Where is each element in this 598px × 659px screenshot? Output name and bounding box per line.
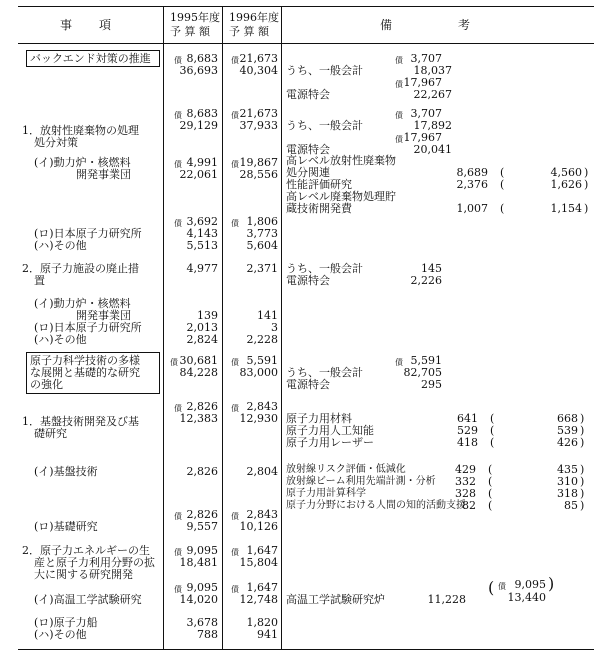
note-debt: 17,967 (403, 131, 442, 144)
section-title: バックエンド対策の推進 (30, 52, 151, 65)
note-paren-open: ( (490, 436, 495, 449)
note-paren-open: ( (500, 166, 505, 179)
note-label: 電源特会 (286, 274, 330, 287)
note-value: 18,037 (413, 64, 452, 77)
sub-item-title: (イ)高温工学試験研究 (34, 593, 142, 606)
value-1996: 12,930 (239, 412, 278, 425)
sub-item-title: 開発事業団 (76, 168, 131, 181)
value-1995: 22,061 (179, 168, 218, 181)
note-paren-open: ( (488, 463, 493, 476)
header-1996-sub: 予 算 額 (229, 25, 269, 38)
debt-mark: 債 (174, 585, 182, 594)
value-1995-debt: 2,826 (186, 400, 218, 413)
value-1995: 36,693 (179, 64, 218, 77)
debt-mark: 債 (174, 548, 182, 557)
note-paren-value: 1,154 (550, 202, 582, 215)
value-1996: 15,804 (239, 556, 278, 569)
debt-mark: 債 (231, 219, 239, 228)
note-label: 蔵技術開発費 (286, 202, 352, 215)
section-title: 原子力科学技術の多様 (30, 354, 140, 367)
note-value: 2,376 (456, 178, 488, 191)
value-1995: 18,481 (179, 556, 218, 569)
note-value: 17,892 (413, 119, 452, 132)
note-value: 11,228 (427, 593, 466, 606)
value-1995: 4,977 (186, 262, 218, 275)
note-paren-value: 1,626 (550, 178, 582, 191)
note-paren-close: ) (580, 424, 585, 437)
note-value: 8,689 (456, 166, 488, 179)
note-label: 電源特会 (286, 88, 330, 101)
note-value: 22,267 (413, 88, 452, 101)
note-paren-close: ) (580, 436, 585, 449)
note-paren-close: ) (580, 463, 585, 476)
note-paren-value: 310 (557, 475, 578, 488)
value-1995: 4,143 (186, 227, 218, 240)
item-title: 1．基盤技術開発及び基 (22, 415, 139, 428)
note-label: 高温工学試験研究炉 (286, 593, 385, 606)
note-value: 429 (455, 463, 476, 476)
value-1996-debt: 21,673 (239, 52, 278, 65)
note-debt: 5,591 (410, 354, 442, 367)
note-paren-open: ( (490, 424, 495, 437)
note-label: うち、一般会計 (286, 262, 363, 275)
value-1996: 2,371 (246, 262, 278, 275)
note-paren-open: ( (488, 578, 495, 597)
value-1996-debt: 21,673 (239, 107, 278, 120)
debt-mark: 債 (395, 358, 403, 367)
debt-mark: 債 (395, 135, 403, 144)
sub-item-title: (ハ)その他 (34, 628, 87, 641)
value-1995-debt: 3,692 (186, 215, 218, 228)
sub-item-title: (ハ)その他 (34, 239, 87, 252)
value-1995: 29,129 (179, 119, 218, 132)
debt-mark: 債 (498, 582, 506, 591)
note-paren-value: 426 (557, 436, 578, 449)
item-title: 礎研究 (34, 427, 67, 440)
value-1995: 9,557 (186, 520, 218, 533)
item-title: 2．原子力施設の廃止措 (22, 262, 139, 275)
value-1996: 40,304 (239, 64, 278, 77)
note-value: 20,041 (413, 143, 452, 156)
note-label: 電源特会 (286, 378, 330, 391)
value-1995: 3,678 (186, 616, 218, 629)
value-1995: 84,228 (179, 366, 218, 379)
debt-mark: 債 (395, 80, 403, 89)
note-debt: 17,967 (403, 76, 442, 89)
note-label: うち、一般会計 (286, 119, 363, 132)
value-1995: 12,383 (179, 412, 218, 425)
note-paren-close: ) (584, 166, 589, 179)
item-title: 大に関する研究開発 (34, 568, 133, 581)
value-1996: 2,804 (246, 465, 278, 478)
sub-item-title: (イ)基盤技術 (34, 465, 98, 478)
note-value: 2,226 (410, 274, 442, 287)
note-paren-value: 13,440 (507, 591, 546, 604)
header-1995-sub: 予 算 額 (170, 25, 210, 38)
header-1995: 1995年度 (170, 11, 220, 24)
sub-item-title: (ロ)基礎研究 (34, 520, 98, 533)
value-1996-debt: 2,843 (246, 400, 278, 413)
note-label: 処分関連 (286, 166, 330, 179)
note-paren-open: ( (488, 499, 493, 512)
note-paren-value: 435 (557, 463, 578, 476)
value-1995: 5,513 (186, 239, 218, 252)
value-1996: 141 (257, 309, 278, 322)
note-label: 原子力用材料 (286, 412, 352, 425)
sub-item-title: 開発事業団 (76, 309, 131, 322)
sub-item-title: (ロ)原子力船 (34, 616, 98, 629)
value-1995-debt: 9,095 (186, 544, 218, 557)
note-paren-value: 539 (557, 424, 578, 437)
value-1996-debt: 1,647 (246, 581, 278, 594)
note-label: うち、一般会計 (286, 366, 363, 379)
value-1996: 5,604 (246, 239, 278, 252)
note-paren-value: 668 (557, 412, 578, 425)
note-debt: 3,707 (410, 52, 442, 65)
note-paren-close: ) (580, 487, 585, 500)
value-1996: 3,773 (246, 227, 278, 240)
debt-mark: 債 (231, 56, 239, 65)
note-paren-open: ( (500, 178, 505, 191)
sub-item-title: (イ)動力炉・核燃料 (34, 156, 131, 169)
note-value: 82 (462, 499, 476, 512)
debt-mark: 債 (170, 358, 178, 367)
item-title: 2．原子力エネルギーの生 (22, 544, 150, 557)
note-paren-close: ) (584, 178, 589, 191)
value-1995: 139 (197, 309, 218, 322)
column-divider (222, 6, 223, 650)
note-value: 641 (457, 412, 478, 425)
value-1996: 2,228 (246, 333, 278, 346)
note-label: 原子力分野における人間の知的活動支援 (286, 500, 466, 511)
debt-mark: 債 (231, 358, 239, 367)
sub-item-title: (ロ)日本原子力研究所 (34, 227, 142, 240)
value-1995: 2,826 (186, 465, 218, 478)
value-1996: 28,556 (239, 168, 278, 181)
note-paren-close: ) (580, 499, 585, 512)
value-1996-debt: 5,591 (246, 354, 278, 367)
note-paren-close: ) (584, 202, 589, 215)
note-paren-debt: 9,095 (514, 578, 546, 591)
value-1996: 3 (271, 321, 278, 334)
debt-mark: 債 (174, 160, 182, 169)
note-label: 放射線リスク評価・低減化 (286, 464, 406, 475)
header-item: 事 項 (60, 18, 113, 32)
value-1996-debt: 1,806 (246, 215, 278, 228)
debt-mark: 債 (174, 56, 182, 65)
note-label: 放射線ビーム利用先端計測・分析 (286, 476, 436, 487)
note-label: 電源特会 (286, 143, 330, 156)
value-1995-debt: 4,991 (186, 156, 218, 169)
table-top-border (18, 6, 594, 7)
section-title: な展開と基礎的な研究 (30, 366, 140, 379)
note-paren-value: 4,560 (550, 166, 582, 179)
note-label: 原子力用レーザー (286, 436, 374, 449)
section-title: の強化 (30, 378, 63, 391)
note-value: 295 (421, 378, 442, 391)
debt-mark: 債 (174, 404, 182, 413)
debt-mark: 債 (395, 56, 403, 65)
value-1996: 10,126 (239, 520, 278, 533)
table-bottom-border (18, 649, 594, 650)
column-divider (163, 6, 164, 650)
note-paren-open: ( (488, 487, 493, 500)
value-1996-debt: 2,843 (246, 508, 278, 521)
item-title: 置 (34, 274, 45, 287)
debt-mark: 債 (231, 404, 239, 413)
sub-item-title: (ロ)日本原子力研究所 (34, 321, 142, 334)
column-divider (281, 6, 282, 650)
value-1995-debt: 8,683 (186, 52, 218, 65)
note-value: 82,705 (403, 366, 442, 379)
value-1996-debt: 19,867 (239, 156, 278, 169)
value-1995: 2,013 (186, 321, 218, 334)
note-paren-open: ( (500, 202, 505, 215)
value-1996: 1,820 (246, 616, 278, 629)
debt-mark: 債 (231, 160, 239, 169)
item-title: 産と原子力利用分野の拡 (34, 556, 155, 569)
value-1995: 14,020 (179, 593, 218, 606)
header-bottom-border (18, 43, 594, 44)
debt-mark: 債 (231, 585, 239, 594)
note-label: 原子力用計算科学 (286, 488, 366, 499)
note-value: 328 (455, 487, 476, 500)
value-1996: 941 (257, 628, 278, 641)
note-paren-value: 318 (557, 487, 578, 500)
note-paren-value: 85 (564, 499, 578, 512)
value-1996: 83,000 (239, 366, 278, 379)
note-debt: 3,707 (410, 107, 442, 120)
value-1996: 12,748 (239, 593, 278, 606)
debt-mark: 債 (174, 512, 182, 521)
debt-mark: 債 (231, 512, 239, 521)
note-paren-close: ) (548, 574, 555, 593)
value-1996: 37,933 (239, 119, 278, 132)
note-label: うち、一般会計 (286, 64, 363, 77)
debt-mark: 債 (174, 111, 182, 120)
header-notes: 備 考 (380, 18, 472, 32)
sub-item-title: (イ)動力炉・核燃料 (34, 297, 131, 310)
note-value: 1,007 (456, 202, 488, 215)
note-label: 高レベル放射性廃棄物 (286, 154, 396, 167)
note-value: 332 (455, 475, 476, 488)
item-title: 1．放射性廃棄物の処理 (22, 124, 139, 137)
note-paren-open: ( (488, 475, 493, 488)
value-1995-debt: 2,826 (186, 508, 218, 521)
sub-item-title: (ハ)その他 (34, 333, 87, 346)
note-paren-close: ) (580, 412, 585, 425)
note-value: 529 (457, 424, 478, 437)
note-label: 高レベル廃棄物処理貯 (286, 190, 396, 203)
note-label: 性能評価研究 (286, 178, 352, 191)
value-1995-debt: 9,095 (186, 581, 218, 594)
value-1996-debt: 1,647 (246, 544, 278, 557)
value-1995-debt: 8,683 (186, 107, 218, 120)
note-value: 145 (421, 262, 442, 275)
value-1995: 788 (197, 628, 218, 641)
note-paren-open: ( (490, 412, 495, 425)
header-1996: 1996年度 (229, 11, 279, 24)
note-value: 418 (457, 436, 478, 449)
note-paren-close: ) (580, 475, 585, 488)
debt-mark: 債 (395, 111, 403, 120)
value-1995-debt: 30,681 (179, 354, 218, 367)
debt-mark: 債 (231, 111, 239, 120)
debt-mark: 債 (174, 219, 182, 228)
item-title: 処分対策 (34, 136, 78, 149)
value-1995: 2,824 (186, 333, 218, 346)
debt-mark: 債 (231, 548, 239, 557)
note-label: 原子力用人工知能 (286, 424, 374, 437)
